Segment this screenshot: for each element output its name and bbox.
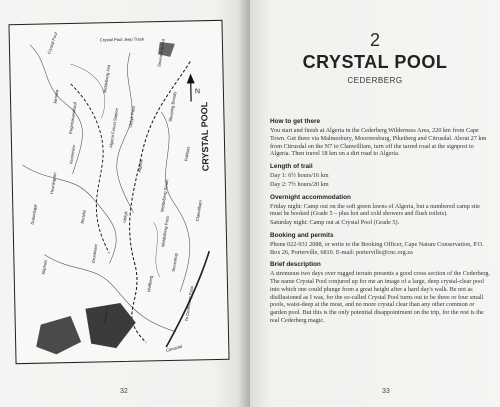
- map-place-label: Uitkyk Pass: [127, 105, 136, 128]
- map-place-label: Wolfberg: [146, 275, 154, 293]
- section-paragraph: Friday night: Camp out on the soft green lawns of Algeria, but a numbered camp site must be booked (Grade 5 – plus hot and cold showers and flush toilets).: [270, 202, 480, 218]
- map-place-label: Rietvlei: [79, 209, 87, 224]
- section-paragraph: Phone 022-931 2088, or write to the Booking Officer, Cape Nature Conservation, P.O. Box 26, Porterville, 6810. E-mail: porterville@cnc.org.za: [270, 240, 484, 256]
- map-place-label: Middelberg Hut: [101, 64, 112, 94]
- section-paragraph: Saturday night: Camp out at Crystal Pool (Grade 5).: [270, 219, 400, 226]
- trail-map: [8, 20, 229, 364]
- section-heading: Booking and permits: [270, 231, 334, 239]
- map-place-label: Jamaka: [52, 89, 60, 105]
- map-place-label: Sneeuberg Hut: [156, 38, 166, 68]
- section-paragraph: Day 1: 6½ hours/16 km: [270, 172, 329, 179]
- page-number-left: 32: [120, 388, 128, 395]
- map-place-label: Citrusdal: [165, 343, 183, 354]
- section-heading: How to get there: [270, 118, 321, 125]
- section-heading: Length of trail: [270, 163, 313, 170]
- map-place-label: Clanwilliam: [194, 199, 203, 222]
- chapter-number: 2: [369, 30, 380, 50]
- section-heading: Brief description: [270, 261, 321, 269]
- map-place-label: Crystal Pool: [46, 31, 59, 55]
- map-place-label: Engelsmanskloof: [67, 101, 78, 135]
- map-place-label: Sneeukop: [170, 252, 179, 273]
- map-place-label: Kliphuis: [40, 259, 48, 275]
- section-paragraph: Day 2: 7½ hours/20 km: [270, 180, 329, 188]
- map-place-label: Middelberg South: [159, 179, 170, 213]
- page-number-right: 33: [382, 388, 390, 395]
- map-place-label: Duiwelsgat: [29, 203, 38, 225]
- map-place-label: Pakhuis: [183, 146, 191, 162]
- map-title: CRYSTAL POOL: [199, 101, 211, 172]
- chapter-title: CRYSTAL POOL: [302, 52, 448, 72]
- map-place-label: Kromrivier: [68, 144, 77, 165]
- map-place-label: Algeria: [136, 159, 144, 173]
- chapter-content: [270, 118, 492, 326]
- section-paragraph: A strenuous two days over rugged terrain presents a good cross section of the Cederberg. The name Crystal Pool conjured up for me an image of a large, deep crystal-clear pool into which one could plunge from a great height after a hard day's walk. Be not as disillusioned as I was, for the so-called Crystal Pool turns out to be three or four small pools, waist-deep at the most, and no more crystal clear than any other common or garden pool. But this is the only potential disappointment on the trip, for the rest is the real Cederberg magic.: [270, 270, 490, 324]
- chapter-subtitle: CEDERBERG: [347, 76, 403, 85]
- section-paragraph: You start and finish at Algeria in the Cederberg Wilderness Area, 220 km from Cape Town. Get there via Malmesbury, Moorreesburg, Piketberg and Citrusdal. About 27 km from Citrusdal on the N7 to Clanwilliam, turn off the tarred road at the signpost to Algeria. Then travel 18 km on a dirt road to Algeria.: [270, 127, 487, 158]
- map-place-label: Nuwerust: [101, 305, 110, 324]
- map-place-label: Heuningvlei: [49, 172, 58, 195]
- map-drawing: [9, 21, 228, 363]
- map-place-label: Middelberg Pass: [160, 215, 170, 248]
- map-place-label: Grootrivier: [90, 243, 99, 264]
- right-page: [250, 0, 500, 407]
- map-place-label: Sleeping Beauty: [167, 91, 178, 123]
- map-place-label: Crystal Pool Jeep Track: [99, 36, 145, 43]
- north-label: N: [194, 88, 201, 96]
- map-place-label: Algeria Forest Station: [108, 107, 120, 149]
- map-place-label: To Cederberg Pass: [183, 285, 195, 322]
- map-place-label: Uitkyk: [121, 210, 129, 224]
- section-heading: Overnight accommodation: [270, 193, 351, 201]
